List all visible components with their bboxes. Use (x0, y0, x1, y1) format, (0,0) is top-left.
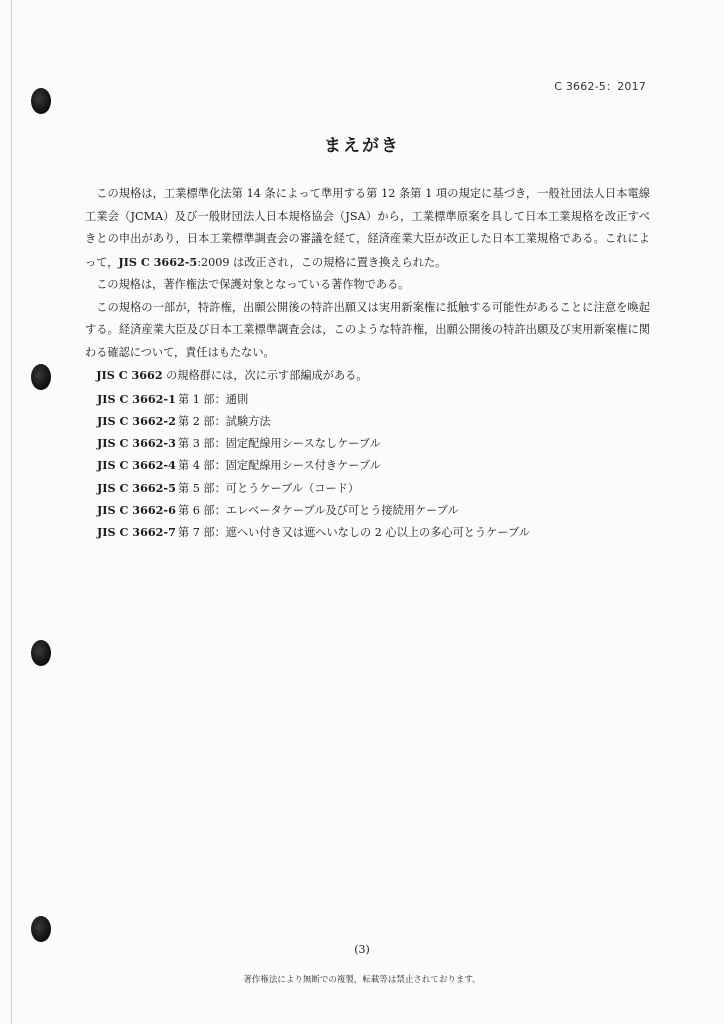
part-label: 第 5 部：可とうケーブル（コード） (178, 481, 360, 495)
part-label: 第 4 部：固定配線用シース付きケーブル (178, 459, 381, 473)
list-item (97, 388, 650, 410)
part-code: JIS C 3662-4 (97, 458, 176, 473)
paragraph-text: :2009 は改正され，この規格に置き換えられた。 (197, 255, 447, 269)
punch-hole (31, 364, 51, 390)
part-code: JIS C 3662-3 (97, 436, 176, 451)
list-item (97, 432, 650, 454)
part-label: 第 1 部：通則 (178, 392, 249, 406)
list-item (97, 477, 650, 499)
part-label: 第 2 部：試験方法 (178, 414, 271, 428)
part-code: JIS C 3662-7 (97, 525, 176, 540)
standard-reference: JIS C 3662-5 (118, 254, 198, 269)
part-code: JIS C 3662-1 (97, 391, 176, 406)
list-item (97, 410, 650, 432)
punch-hole (31, 88, 51, 114)
part-label: 第 3 部：固定配線用シースなしケーブル (178, 437, 381, 451)
page-title: まえがき (324, 136, 400, 156)
copyright-notice: 著作権法により無断での複製，転載等は禁止されております。 (243, 975, 481, 985)
parts-list (85, 388, 650, 544)
part-code: JIS C 3662-5 (97, 480, 176, 495)
list-item (97, 454, 650, 476)
part-code: JIS C 3662-6 (97, 502, 176, 517)
standard-reference: JIS C 3662 (96, 368, 163, 382)
foreword-body (85, 183, 650, 544)
paragraph-patent: この規格の一部が，特許権，出願公開後の特許出願又は実用新案権に抵触する可能性があることに注意を喚起する。経済産業大臣及び日本工業標準調査会は，このような特許権，出願公開後の特許出願及び実用新案権に関わる確認について，責任はもたない。 (85, 300, 650, 359)
document-id: C 3662-5：2017 (554, 80, 646, 93)
paragraph-parts-intro (85, 364, 650, 388)
paragraph-text: の規格群には，次に示す部編成がある。 (162, 369, 368, 382)
part-label: 第 6 部：エレベータケーブル及び可とう接続用ケーブル (178, 503, 459, 517)
part-label: 第 7 部：遮へい付き又は遮へいなしの 2 心以上の多心可とうケーブル (178, 526, 530, 540)
punch-hole (31, 640, 51, 666)
part-code: JIS C 3662-2 (97, 413, 176, 428)
paragraph-copyright: この規格は，著作権法で保護対象となっている著作物である。 (96, 278, 410, 291)
list-item (97, 499, 650, 521)
paragraph-revision (85, 183, 650, 274)
page-number: (3) (354, 943, 370, 956)
paragraph-text: この規格は，工業標準化法第 14 条によって準用する第 12 条第 1 項の規定に基づき，一般社団法人日本電線工業会（JCMA）及び一般財団法人日本規格協会（JSA）から，工業標準原案を具して日本工業規格を改正すべきとの申出があり，日本工業標準調査会の審議を経て，経済産業大臣が改正した日本工業規格である。これによって， (85, 187, 650, 269)
list-item (97, 521, 650, 543)
punch-hole (31, 916, 51, 942)
